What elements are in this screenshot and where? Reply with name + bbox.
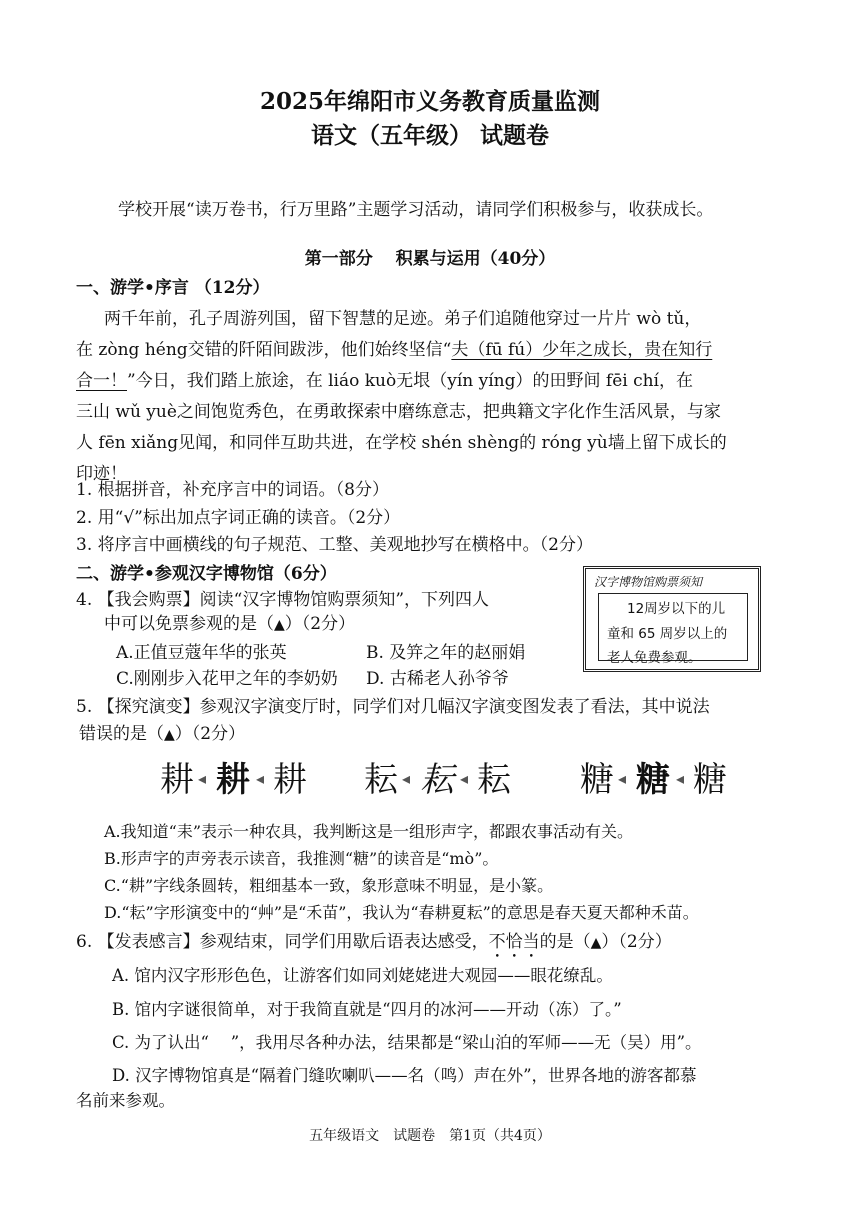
arrow-left-icon: ◂ bbox=[256, 769, 265, 788]
q5-option-b: B.形声字的声旁表示读音，我推测“糖”的读音是“mò”。 bbox=[104, 849, 499, 868]
q6-option-b: B. 馆内字谜很简单，对于我简直就是“四月的冰河——开动（冻）了。” bbox=[112, 1000, 622, 1019]
q4-text: ）（2分） bbox=[284, 614, 356, 634]
q4-option-b: B. 及笄之年的赵丽娟 bbox=[366, 643, 526, 663]
q4-option-c: C.刚刚步入花甲之年的李奶奶 bbox=[116, 669, 338, 689]
part1-heading: 第一部分 积累与运用（40分） bbox=[304, 249, 556, 269]
glyph-tang-clerical: 糖 bbox=[636, 760, 670, 800]
q6-text: 的是（ bbox=[539, 932, 591, 952]
q4-option-a: A.正值豆蔻年华的张英 bbox=[116, 643, 287, 663]
glyph-yun-clerical: 耘 bbox=[420, 760, 454, 800]
triangle-icon: ▲ bbox=[274, 617, 285, 633]
preface-text: ”今日，我们踏上旅途，在 liáo kuò无垠（yín yíng）的田野间 fēi chí，在 bbox=[127, 371, 693, 391]
q6-text: ）（2分） bbox=[601, 932, 672, 952]
glyph-tang-seal: 糖 bbox=[693, 760, 727, 800]
section1-heading: 一、游学•序言 （12分） bbox=[76, 278, 270, 298]
glyph-geng-clerical: 耕 bbox=[216, 760, 250, 800]
underlined-sentence: 合一！ bbox=[76, 371, 127, 391]
q5-text: ）（2分） bbox=[174, 724, 246, 744]
notice-line: 12周岁以下的儿 bbox=[627, 601, 726, 617]
question-1: 1. 根据拼音，补充序言中的词语。（8分） bbox=[76, 480, 389, 500]
arrow-left-icon: ◂ bbox=[402, 769, 411, 788]
q4-option-d: D. 古稀老人孙爷爷 bbox=[366, 669, 509, 689]
question-3: 3. 将序言中画横线的句子规范、工整、美观地抄写在横格中。（2分） bbox=[76, 535, 593, 555]
glyph-yun-regular: 耘 bbox=[364, 760, 398, 800]
notice-title: 汉字博物馆购票须知 bbox=[594, 575, 703, 589]
page-footer: 五年级语文 试题卷 第1页（共4页） bbox=[309, 1128, 551, 1144]
q6-option-a: A. 馆内汉字形形色色，让游客们如同刘姥姥进大观园——眼花缭乱。 bbox=[112, 966, 613, 985]
preface-line: 两千年前，孔子周游列国，留下智慧的足迹。弟子们追随他穿过一片片 wò tǔ， bbox=[104, 309, 702, 329]
q6-text: 6. 【发表感言】参观结束，同学们用歇后语表达感受， bbox=[76, 932, 489, 952]
exam-title: 2025年绵阳市义务教育质量监测 bbox=[259, 88, 600, 115]
glyph-geng-seal: 耕 bbox=[273, 760, 307, 800]
notice-line: 童和 65 周岁以上的 bbox=[607, 626, 728, 642]
question-6 bbox=[76, 932, 672, 962]
glyph-yun-seal: 耘 bbox=[477, 760, 511, 800]
preface-text: 在 zòng héng交错的阡陌间跋涉，他们始终坚信“ bbox=[76, 340, 452, 360]
q5-option-c: C.“耕”字线条圆转，粗细基本一致，象形意味不明显，是小篆。 bbox=[104, 876, 554, 895]
emphasized-text: 不恰当 bbox=[488, 932, 540, 952]
question-4: 4. 【我会购票】阅读“汉字博物馆购票须知”，下列四人 bbox=[76, 590, 490, 610]
glyph-geng-regular: 耕 bbox=[160, 760, 194, 800]
intro-text: 学校开展“读万卷书，行万里路”主题学习活动，请同学们积极参与，收获成长。 bbox=[118, 200, 714, 220]
q6-option-d: D. 汉字博物馆真是“隔着门缝吹喇叭——名（鸣）声在外”，世界各地的游客都慕 bbox=[112, 1066, 697, 1085]
exam-subtitle: 语文（五年级） 试题卷 bbox=[310, 122, 549, 149]
underlined-sentence: 夫（fū fú）少年之成长，贵在知行 bbox=[451, 340, 713, 360]
preface-line bbox=[76, 371, 693, 391]
preface-line: 三山 wǔ yuè之间饱览秀色，在勇敢探索中磨练意志，把典籍文字化作生活风景，与家 bbox=[76, 402, 721, 422]
preface-line: 人 fēn xiǎng见闻，和同伴互助共进，在学校 shén shèng的 róng yù墙上留下成长的 bbox=[76, 433, 727, 453]
arrow-left-icon: ◂ bbox=[618, 769, 627, 788]
notice-inner-frame bbox=[598, 593, 748, 666]
q4-text: 中可以免票参观的是（ bbox=[104, 614, 274, 634]
q6-option-c: C. 为了认出“ ”，我用尽各种办法，结果都是“梁山泊的军师——无（吴）用”。 bbox=[112, 1033, 702, 1052]
question-2: 2. 用“√”标出加点字词正确的读音。（2分） bbox=[76, 508, 401, 528]
section2-heading: 二、游学•参观汉字博物馆（6分） bbox=[76, 564, 337, 584]
question-5-line2 bbox=[79, 724, 245, 744]
q5-option-a: A.我知道“耒”表示一种农具，我判断这是一组形声字，都跟农事活动有关。 bbox=[104, 822, 634, 841]
glyph-tang-regular: 糖 bbox=[580, 760, 614, 800]
arrow-left-icon: ◂ bbox=[198, 769, 207, 788]
q5-text: 错误的是（ bbox=[79, 724, 164, 744]
triangle-icon: ▲ bbox=[590, 935, 602, 951]
q5-option-d: D.“耘”字形演变中的“艸”是“禾苗”，我认为“春耕夏耘”的意思是春天夏天都种禾苗。 bbox=[104, 903, 699, 922]
q6-option-d-cont: 名前来参观。 bbox=[76, 1091, 175, 1110]
question-5: 5. 【探究演变】参观汉字演变厅时，同学们对几幅汉字演变图发表了看法，其中说法 bbox=[76, 697, 710, 717]
arrow-left-icon: ◂ bbox=[676, 769, 685, 788]
preface-line: 印迹！ bbox=[76, 464, 127, 484]
arrow-left-icon: ◂ bbox=[460, 769, 469, 788]
triangle-icon: ▲ bbox=[164, 727, 175, 743]
character-evolution-figure bbox=[0, 758, 860, 808]
question-4-line2 bbox=[104, 614, 355, 634]
ticket-notice bbox=[583, 566, 761, 672]
notice-line: 老人免费参观。 bbox=[607, 650, 702, 666]
preface-line bbox=[76, 340, 712, 360]
